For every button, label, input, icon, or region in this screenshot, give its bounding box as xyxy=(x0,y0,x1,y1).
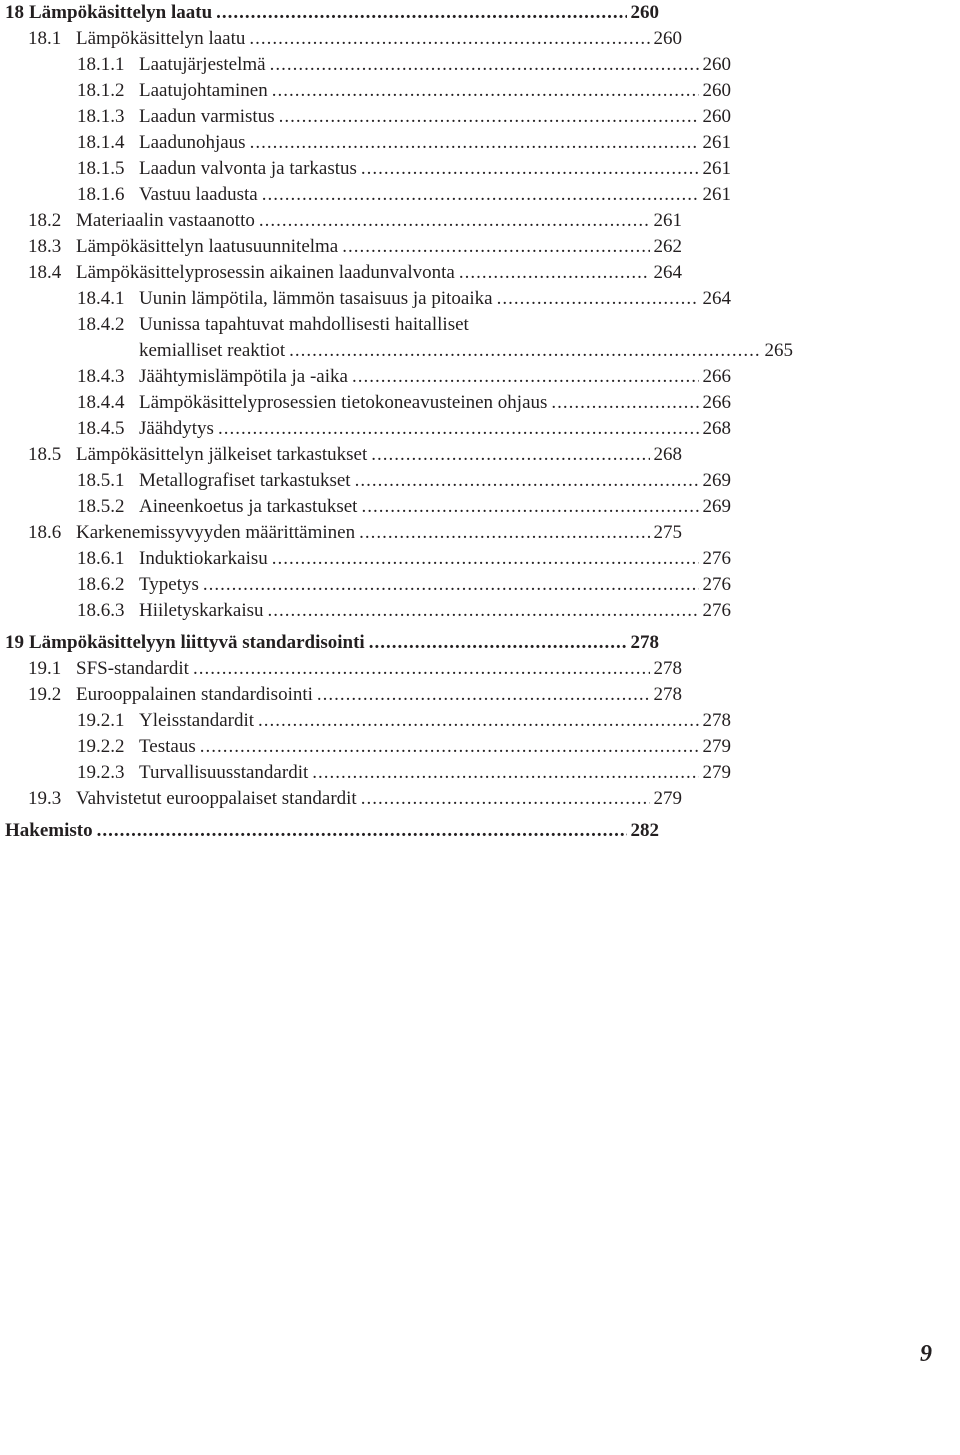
toc-entry-title: Lämpökäsittelyprosessin aikainen laadunvalvonta xyxy=(76,262,455,283)
toc-entry-number: 18.6.3 xyxy=(77,600,125,621)
toc-entry-page: 261 xyxy=(702,158,731,179)
toc-entry xyxy=(0,682,682,708)
toc-entry-title: Eurooppalainen standardisointi xyxy=(76,684,313,705)
toc-entry xyxy=(0,208,682,234)
toc-entry-page: 279 xyxy=(702,736,731,757)
toc-entry-title: Metallografiset tarkastukset xyxy=(139,470,351,491)
toc-leader-dots xyxy=(249,26,649,52)
page-number: 9 xyxy=(920,1341,932,1367)
toc-entry-number: 18.6.2 xyxy=(77,574,125,595)
toc-leader-dots xyxy=(371,442,649,468)
toc-leader-dots xyxy=(342,234,649,260)
toc-entry xyxy=(0,442,682,468)
toc-entry xyxy=(0,234,682,260)
toc-leader-dots xyxy=(317,682,650,708)
toc-entry-title: Jäähtymislämpötila ja -aika xyxy=(139,366,348,387)
toc-entry-title: Uunissa tapahtuvat mahdollisesti haitalliset xyxy=(139,314,469,335)
toc-entry-number: 19.2.3 xyxy=(77,762,125,783)
toc-entry-title: Lämpökäsittelyprosessien tietokoneavusteinen ohjaus xyxy=(139,392,548,413)
toc-entry xyxy=(0,598,731,624)
toc-entry-title: Induktiokarkaisu xyxy=(139,548,268,569)
toc-leader-dots xyxy=(497,286,699,312)
toc-entry-page: 261 xyxy=(702,132,731,153)
toc-entry-number: 18.1.6 xyxy=(77,184,125,205)
toc-entry xyxy=(0,338,793,364)
toc-entry-page: 260 xyxy=(702,54,731,75)
toc-entry-number: 19.2 xyxy=(28,684,62,705)
toc-entry xyxy=(0,364,731,390)
toc-entry-title: kemialliset reaktiot xyxy=(139,340,286,361)
toc-entry xyxy=(0,260,682,286)
toc-entry xyxy=(0,390,731,416)
toc-entry-title: Karkenemissyvyyden määrittäminen xyxy=(76,522,356,543)
toc-leader-dots xyxy=(272,78,699,104)
toc-entry-title: Lämpökäsittelyn laatusuunnitelma xyxy=(76,236,339,257)
toc-leader-dots xyxy=(270,52,699,78)
toc-entry-title: Laadun valvonta ja tarkastus xyxy=(139,158,357,179)
toc-entry-title: Lämpökäsittelyn laatu xyxy=(29,2,213,23)
toc-leader-dots xyxy=(218,416,699,442)
toc-entry-page: 278 xyxy=(702,710,731,731)
toc-leader-dots xyxy=(258,708,698,734)
toc-leader-dots xyxy=(355,468,699,494)
toc-entry-number: 18 xyxy=(5,2,24,23)
toc-entry-number: 19 xyxy=(5,632,24,653)
toc-leader-dots xyxy=(352,364,699,390)
toc-leader-dots xyxy=(312,760,698,786)
toc-leader-dots xyxy=(369,630,627,656)
toc-leader-dots xyxy=(279,104,699,130)
toc-entry xyxy=(0,156,731,182)
toc-entry-page: 268 xyxy=(702,418,731,439)
toc-entry-title: Aineenkoetus ja tarkastukset xyxy=(139,496,358,517)
toc-entry-number: 18.4.5 xyxy=(77,418,125,439)
toc-entry xyxy=(0,708,731,734)
toc-entry-number: 18.6.1 xyxy=(77,548,125,569)
toc-entry-page: 278 xyxy=(653,684,682,705)
toc-leader-dots xyxy=(361,156,699,182)
toc-leader-dots xyxy=(272,546,699,572)
toc-entry-title: Turvallisuusstandardit xyxy=(139,762,309,783)
toc-entry-number: 18.1 xyxy=(28,28,62,49)
toc-entry xyxy=(0,312,731,338)
toc-leader-dots xyxy=(262,182,699,208)
toc-entry-title: Laadun varmistus xyxy=(139,106,275,127)
toc-entry-number: 18.4.1 xyxy=(77,288,125,309)
toc-entry-page: 261 xyxy=(702,184,731,205)
toc-entry-title: Jäähdytys xyxy=(139,418,214,439)
toc-entry-number: 18.4.3 xyxy=(77,366,125,387)
toc-entry xyxy=(0,760,731,786)
toc-entry-number: 19.2.1 xyxy=(77,710,125,731)
toc-entry xyxy=(0,286,731,312)
toc-entry-page: 279 xyxy=(653,788,682,809)
toc-entry-page: 275 xyxy=(653,522,682,543)
toc-entry xyxy=(0,546,731,572)
toc-entry-title: Laadunohjaus xyxy=(139,132,246,153)
toc-entry-page: 278 xyxy=(630,632,659,653)
toc-entry xyxy=(0,494,731,520)
toc-entry xyxy=(0,630,659,656)
toc-entry-number: 18.5.1 xyxy=(77,470,125,491)
toc-entry-number: 19.1 xyxy=(28,658,62,679)
toc-entry xyxy=(0,104,731,130)
toc-entry-page: 276 xyxy=(702,600,731,621)
toc-entry xyxy=(0,786,682,812)
toc-leader-dots xyxy=(97,818,627,844)
toc-entry-title: Materiaalin vastaanotto xyxy=(76,210,255,231)
toc-leader-dots xyxy=(361,494,698,520)
toc-entry-title: Vastuu laadusta xyxy=(139,184,258,205)
toc-entry-number: 18.1.1 xyxy=(77,54,125,75)
toc-entry xyxy=(0,572,731,598)
toc-entry-title: Uunin lämpötila, lämmön tasaisuus ja pitoaika xyxy=(139,288,493,309)
toc-entry-page: 260 xyxy=(702,106,731,127)
toc-entry-page: 264 xyxy=(653,262,682,283)
toc-leader-dots xyxy=(459,260,650,286)
toc-entry-number: 18.1.5 xyxy=(77,158,125,179)
toc-entry-page: 266 xyxy=(702,392,731,413)
toc-entry-title: Laatujohtaminen xyxy=(139,80,268,101)
toc-leader-dots xyxy=(289,338,760,364)
toc-entry xyxy=(0,818,659,844)
toc-entry-number: 18.3 xyxy=(28,236,62,257)
toc-entry-number: 18.2 xyxy=(28,210,62,231)
toc-entry-title: Hakemisto xyxy=(5,820,93,841)
toc-entry xyxy=(0,78,731,104)
toc-entry-title: Lämpökäsittelyyn liittyvä standardisointi xyxy=(29,632,365,653)
toc-leader-dots xyxy=(250,130,699,156)
toc-entry-title: Lämpökäsittelyn jälkeiset tarkastukset xyxy=(76,444,368,465)
toc-entry-page: 279 xyxy=(702,762,731,783)
toc-entry-number: 18.1.4 xyxy=(77,132,125,153)
toc-entry-page: 260 xyxy=(630,2,659,23)
toc-entry xyxy=(0,656,682,682)
toc-leader-dots xyxy=(361,786,650,812)
toc-entry-number: 19.3 xyxy=(28,788,62,809)
toc-entry-page: 276 xyxy=(702,548,731,569)
toc-entry-title: Yleisstandardit xyxy=(139,710,255,731)
toc-entry-number: 18.5 xyxy=(28,444,62,465)
toc-entry-page: 265 xyxy=(764,340,793,361)
toc-entry-page: 264 xyxy=(702,288,731,309)
toc-entry-number: 18.5.2 xyxy=(77,496,125,517)
toc-entry xyxy=(0,468,731,494)
toc-entry-title: Vahvistetut eurooppalaiset standardit xyxy=(76,788,357,809)
toc-leader-dots xyxy=(259,208,650,234)
toc-entry xyxy=(0,182,731,208)
toc-entry xyxy=(0,26,682,52)
toc-leader-dots xyxy=(203,572,699,598)
toc-entry xyxy=(0,520,682,546)
toc-entry-number: 19.2.2 xyxy=(77,736,125,757)
toc-entry-page: 260 xyxy=(653,28,682,49)
toc-entry-number: 18.1.2 xyxy=(77,80,125,101)
toc-entry-page: 269 xyxy=(702,470,731,491)
toc-entry-page: 266 xyxy=(702,366,731,387)
toc-entry-title: Laatujärjestelmä xyxy=(139,54,266,75)
toc-entry-number: 18.4.4 xyxy=(77,392,125,413)
toc-leader-dots xyxy=(200,734,699,760)
toc-entry-page: 262 xyxy=(653,236,682,257)
toc-entry-page: 260 xyxy=(702,80,731,101)
toc-entry-title: Testaus xyxy=(139,736,196,757)
toc-entry xyxy=(0,130,731,156)
toc-leader-dots xyxy=(551,390,698,416)
toc-entry-number: 18.6 xyxy=(28,522,62,543)
toc-entry-page: 276 xyxy=(702,574,731,595)
toc-entry-title: Hiiletyskarkaisu xyxy=(139,600,264,621)
toc-entry xyxy=(0,0,659,26)
toc-entry-title: Lämpökäsittelyn laatu xyxy=(76,28,246,49)
toc-entry-title: SFS-standardit xyxy=(76,658,189,679)
toc-entry xyxy=(0,734,731,760)
toc-leader-dots xyxy=(268,598,699,624)
toc-leader-dots xyxy=(193,656,650,682)
toc-entry-page: 261 xyxy=(653,210,682,231)
toc-entry-number: 18.1.3 xyxy=(77,106,125,127)
toc-entry-number: 18.4.2 xyxy=(77,314,125,335)
toc-leader-dots xyxy=(216,0,626,26)
toc-entry-page: 278 xyxy=(653,658,682,679)
toc-entry-page: 282 xyxy=(630,820,659,841)
toc-entry xyxy=(0,416,731,442)
toc-entry-page: 268 xyxy=(653,444,682,465)
toc-entry-number: 18.4 xyxy=(28,262,62,283)
toc-entry xyxy=(0,52,731,78)
toc-leader-dots xyxy=(359,520,649,546)
toc-entry-page: 269 xyxy=(702,496,731,517)
toc-entry-title: Typetys xyxy=(139,574,199,595)
